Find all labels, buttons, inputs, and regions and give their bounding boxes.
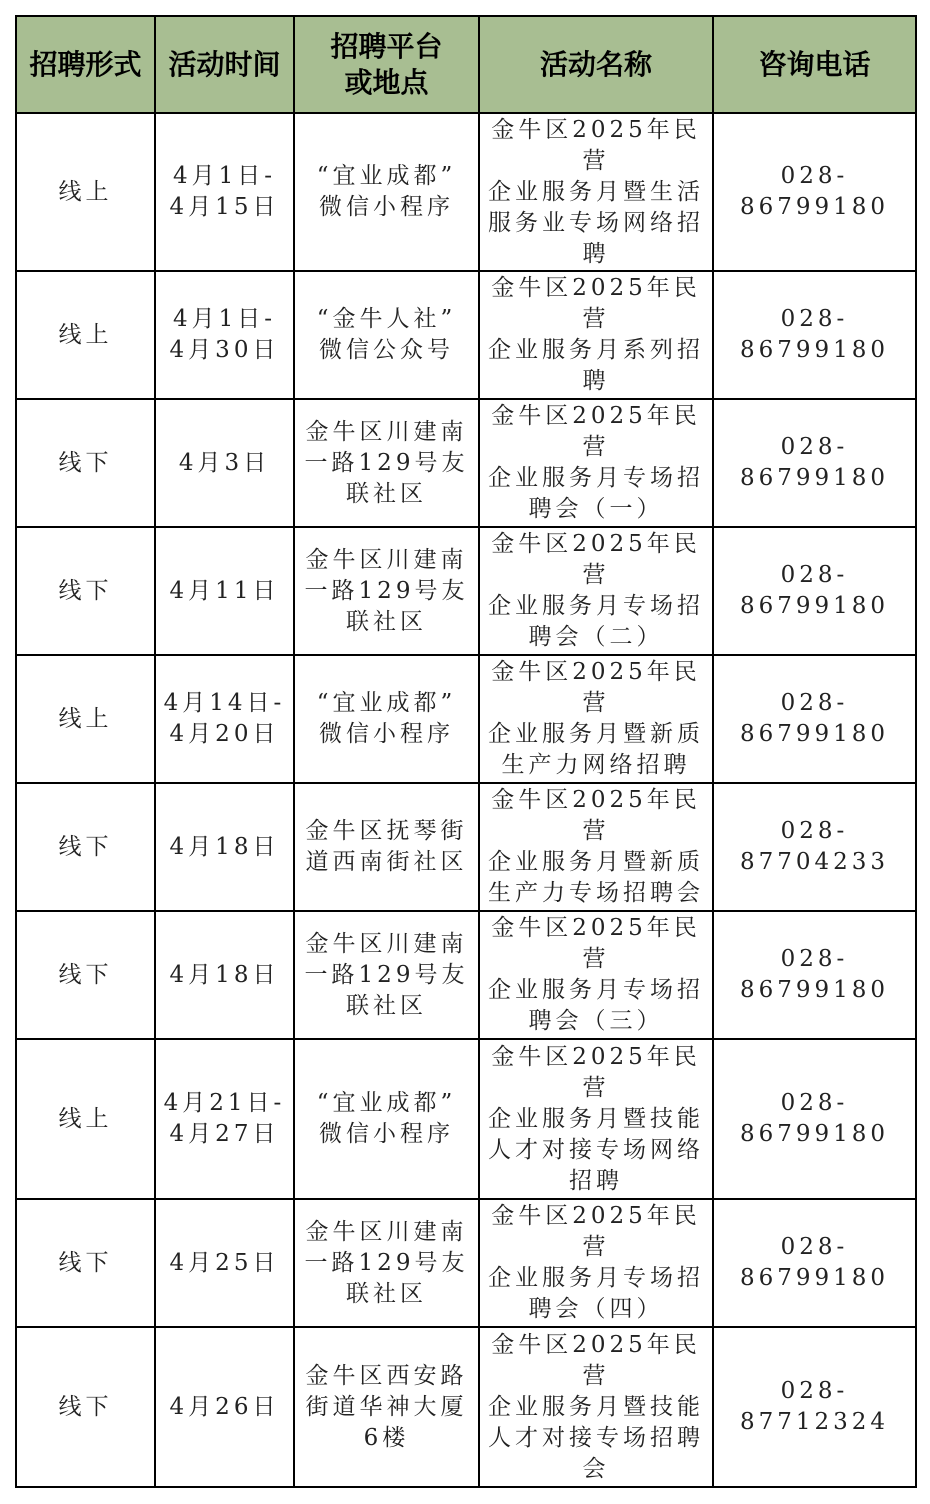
- cell-name: 金牛区2025年民营 企业服务月系列招 聘: [479, 271, 713, 399]
- cell-place: 金牛区西安路 街道华神大厦 6楼: [294, 1327, 479, 1487]
- cell-phone: 028-86799180: [713, 1039, 916, 1199]
- cell-phone: 028-86799180: [713, 911, 916, 1039]
- cell-time: 4月1日- 4月15日: [155, 113, 294, 271]
- table-row: [16, 1327, 916, 1487]
- cell-place: “金牛人社” 微信公众号: [294, 271, 479, 399]
- cell-name: 金牛区2025年民营 企业服务月暨技能 人才对接专场网络 招聘: [479, 1039, 713, 1199]
- cell-phone: 028-86799180: [713, 271, 916, 399]
- cell-form: 线上: [16, 113, 155, 271]
- table-row: [16, 527, 916, 655]
- cell-phone: 028-86799180: [713, 655, 916, 783]
- header-phone: 咨询电话: [713, 16, 916, 113]
- cell-place: 金牛区川建南 一路129号友 联社区: [294, 399, 479, 527]
- cell-name: 金牛区2025年民营 企业服务月专场招 聘会（四）: [479, 1199, 713, 1327]
- table-row: [16, 399, 916, 527]
- table-row: [16, 1039, 916, 1199]
- cell-form: 线下: [16, 911, 155, 1039]
- header-place: 招聘平台 或地点: [294, 16, 479, 113]
- cell-name: 金牛区2025年民营 企业服务月暨新质 生产力专场招聘会: [479, 783, 713, 911]
- header-name: 活动名称: [479, 16, 713, 113]
- cell-place: “宜业成都” 微信小程序: [294, 655, 479, 783]
- cell-name: 金牛区2025年民营 企业服务月暨技能 人才对接专场招聘 会: [479, 1327, 713, 1487]
- table-row: [16, 271, 916, 399]
- table-row: [16, 783, 916, 911]
- cell-name: 金牛区2025年民营 企业服务月暨生活 服务业专场网络招 聘: [479, 113, 713, 271]
- header-form: 招聘形式: [16, 16, 155, 113]
- cell-time: 4月18日: [155, 783, 294, 911]
- cell-time: 4月3日: [155, 399, 294, 527]
- table-row: [16, 655, 916, 783]
- cell-place: 金牛区抚琴街 道西南街社区: [294, 783, 479, 911]
- table-row: [16, 113, 916, 271]
- cell-name: 金牛区2025年民营 企业服务月专场招 聘会（一）: [479, 399, 713, 527]
- cell-form: 线上: [16, 1039, 155, 1199]
- header-row: [16, 16, 916, 113]
- cell-form: 线下: [16, 1199, 155, 1327]
- cell-place: “宜业成都” 微信小程序: [294, 1039, 479, 1199]
- cell-form: 线下: [16, 399, 155, 527]
- cell-time: 4月25日: [155, 1199, 294, 1327]
- cell-name: 金牛区2025年民营 企业服务月专场招 聘会（三）: [479, 911, 713, 1039]
- cell-time: 4月1日- 4月30日: [155, 271, 294, 399]
- cell-phone: 028-86799180: [713, 527, 916, 655]
- cell-time: 4月26日: [155, 1327, 294, 1487]
- cell-place: “宜业成都” 微信小程序: [294, 113, 479, 271]
- recruitment-schedule-table: [15, 15, 917, 1488]
- cell-name: 金牛区2025年民营 企业服务月专场招 聘会（二）: [479, 527, 713, 655]
- header-time: 活动时间: [155, 16, 294, 113]
- cell-place: 金牛区川建南 一路129号友 联社区: [294, 911, 479, 1039]
- cell-time: 4月11日: [155, 527, 294, 655]
- cell-phone: 028-86799180: [713, 399, 916, 527]
- cell-form: 线上: [16, 655, 155, 783]
- cell-form: 线下: [16, 527, 155, 655]
- cell-name: 金牛区2025年民营 企业服务月暨新质 生产力网络招聘: [479, 655, 713, 783]
- table-row: [16, 1199, 916, 1327]
- cell-phone: 028-86799180: [713, 113, 916, 271]
- cell-time: 4月21日- 4月27日: [155, 1039, 294, 1199]
- cell-form: 线下: [16, 1327, 155, 1487]
- cell-place: 金牛区川建南 一路129号友 联社区: [294, 527, 479, 655]
- table-row: [16, 911, 916, 1039]
- cell-form: 线下: [16, 783, 155, 911]
- cell-phone: 028-87712324: [713, 1327, 916, 1487]
- cell-phone: 028-87704233: [713, 783, 916, 911]
- cell-form: 线上: [16, 271, 155, 399]
- cell-phone: 028-86799180: [713, 1199, 916, 1327]
- cell-time: 4月14日- 4月20日: [155, 655, 294, 783]
- cell-place: 金牛区川建南 一路129号友 联社区: [294, 1199, 479, 1327]
- cell-time: 4月18日: [155, 911, 294, 1039]
